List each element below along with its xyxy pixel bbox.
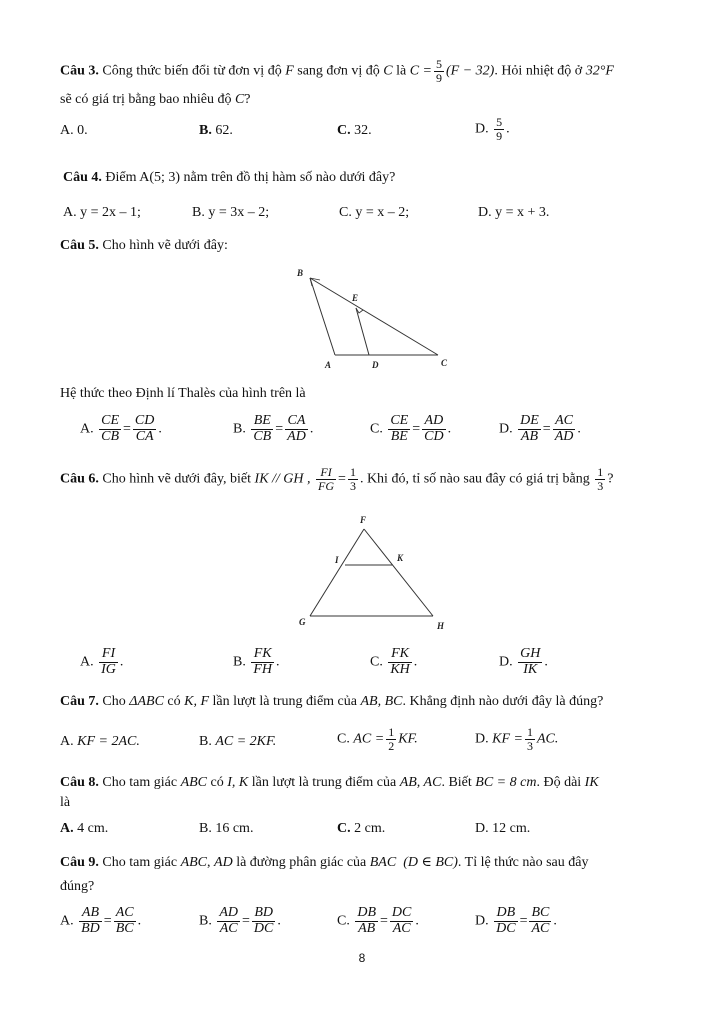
q5-opt-c-frac2: $\frac{AD}{CD}$ (424, 413, 444, 444)
q6-opt-b-label: B. (233, 654, 246, 670)
q8-opt-c-value: 2 cm. (354, 821, 386, 836)
q7-opt-d-frac: $\frac{1}{3}$ (526, 725, 533, 753)
q8-t5: . Độ dài (536, 775, 582, 790)
q9-number: Câu 9. (60, 855, 99, 870)
q7-opt-c-label: C. (337, 731, 350, 747)
q8-bc: BC = 8 cm (475, 775, 537, 790)
q4-option-b[interactable]: B. y = 3x – 2; (192, 205, 270, 220)
q7-option-a[interactable] (60, 734, 140, 750)
q3-text-la: là (396, 63, 407, 79)
q5-opt-d-frac1: $\frac{DE}{AB}$ (520, 413, 539, 444)
q5-stem: Hệ thức theo Định lí Thalès của hình trên là (60, 386, 306, 401)
q9-cond: (D ∈ BC) (403, 855, 458, 870)
q7-option-b[interactable] (199, 734, 276, 750)
q3-opt-c-label: C. (337, 123, 351, 138)
q5-label-c: C (441, 358, 448, 368)
q6-seg-fg (310, 529, 364, 616)
q3-opt-d-end: . (506, 121, 510, 137)
q3-opt-b-label: B. (199, 123, 212, 138)
q3-text-mid: sang đơn vị độ (297, 63, 380, 79)
q8-opt-a-label: A. (60, 821, 74, 836)
q8-ik: IK (584, 775, 599, 790)
q6-seg-fh (364, 529, 433, 616)
q5-text: Cho hình vẽ dưới đây: (102, 238, 228, 253)
q6-opt-a-frac: $\frac{FI}{IG}$ (101, 646, 116, 677)
q5-triangle-figure (290, 264, 460, 374)
q3-formula-rhs: (F − 32) (445, 63, 495, 79)
q5-line1 (60, 238, 228, 254)
q5-opt-a-frac2: $\frac{CD}{CA}$ (134, 413, 155, 444)
q5-opt-a-frac1: $\frac{CE}{CB}$ (101, 413, 120, 444)
q6-text1: Cho hình vẽ dưới đây, biết (102, 471, 252, 487)
q9-opt-c-frac2: $\frac{DC}{AC}$ (391, 905, 412, 936)
q9-opt-a-label: A. (60, 913, 74, 929)
q7-t4: . Khẳng định nào dưới đây là đúng? (402, 694, 604, 709)
q6-condition: IK // GH , (254, 471, 311, 487)
q5-option-b[interactable]: B. $\frac{BE}{CB}$ = $\frac{CA}{AD}$ . (233, 413, 314, 444)
q5-seg-bc (310, 278, 438, 355)
q7-vars: K, F (184, 694, 210, 709)
q3-line2 (60, 92, 251, 108)
q4-option-d[interactable]: D. y = x + 3. (478, 205, 550, 220)
q3-option-a[interactable] (60, 123, 88, 139)
q3-option-d[interactable] (475, 116, 510, 142)
q7-t1: Cho (102, 694, 126, 709)
q7-number: Câu 7. (60, 694, 99, 709)
q3-opt-c-value: 32. (354, 123, 372, 138)
q8-number: Câu 8. (60, 775, 99, 790)
q8-vars: I, K (227, 775, 249, 790)
q8-line2: là (60, 795, 71, 810)
q7-opt-b-label: B. (199, 734, 212, 749)
q3-opt-a-label: A. (60, 123, 74, 138)
q5-opt-c-label: C. (370, 421, 383, 437)
q9-line2: đúng? (60, 879, 95, 894)
q6-opt-c-frac: $\frac{FK}{KH}$ (390, 646, 410, 677)
q7-opt-d-pre: KF = (492, 731, 523, 747)
q3-formula-lhs: C = (409, 63, 432, 79)
q4-option-a[interactable]: A. y = 2x – 1; (63, 205, 141, 220)
q9-opt-b-frac1: $\frac{AD}{AC}$ (219, 905, 239, 936)
q3-option-c[interactable] (337, 123, 372, 139)
q5-opt-b-frac1: $\frac{BE}{CB}$ (253, 413, 272, 444)
q9-opt-a-frac2: $\frac{AC}{BC}$ (115, 905, 134, 936)
q3-opt-a-value: 0. (77, 123, 88, 138)
q8-option-a[interactable] (60, 821, 108, 837)
q3-line2-text: sẽ có giá trị bằng bao nhiêu độ (60, 92, 232, 107)
q8-triangle: ABC (180, 775, 208, 790)
q7-option-c[interactable] (337, 726, 418, 752)
q9-opt-d-frac1: $\frac{DB}{DC}$ (496, 905, 516, 936)
q6-one-third-end: $\frac{1}{3}$ (597, 465, 604, 493)
q6-eq: = (338, 471, 346, 487)
q4-option-c[interactable]: C. y = x – 2; (339, 205, 410, 220)
q7-opt-d-post: AC. (536, 731, 559, 747)
q5-opt-c-frac1: $\frac{CE}{BE}$ (390, 413, 409, 444)
q6-label-h: H (437, 621, 445, 631)
q7-t3: lần lượt là trung điểm của (212, 694, 357, 709)
q6-label-f: F (360, 515, 367, 525)
q4-text: Điểm A(5; 3) nằm trên đồ thị hàm số nào dưới đây? (105, 170, 396, 185)
q9-line1 (60, 854, 588, 871)
q8-option-b[interactable]: B. 16 cm. (199, 821, 254, 836)
q3-line2-end: ? (244, 92, 251, 107)
q9-option-a[interactable]: A. $\frac{AB}{BD}$ = $\frac{AC}{BC}$ . (60, 905, 142, 936)
q9-ad: AD (214, 855, 233, 870)
q9-opt-d-label: D. (475, 913, 489, 929)
q5-label-a: A (325, 360, 332, 370)
q9-opt-c-frac1: $\frac{DB}{AB}$ (357, 905, 377, 936)
q5-opt-b-frac2: $\frac{CA}{AD}$ (287, 413, 306, 444)
q9-option-b[interactable]: B. $\frac{AD}{AC}$ = $\frac{BD}{DC}$ . (199, 905, 281, 936)
q5-opt-d-label: D. (499, 421, 513, 437)
q6-option-b[interactable]: B. $\frac{FK}{FH}$ . (233, 646, 280, 677)
q3-temp: 32°F (585, 63, 614, 79)
q9-t3: là đường phân giác của (236, 855, 367, 870)
q3-opt-d-label: D. (475, 121, 489, 137)
q8-opt-a-value: 4 cm. (77, 821, 109, 836)
q7-option-d[interactable] (475, 726, 558, 752)
q6-label-g: G (299, 617, 306, 627)
q7-triangle: ΔABC (129, 694, 164, 709)
q9-triangle: ABC (180, 855, 208, 870)
q5-label-b: B (297, 268, 304, 278)
q7-opt-d-label: D. (475, 731, 489, 747)
q7-t2: có (167, 694, 181, 709)
q6-triangle-figure (290, 512, 460, 637)
q7-opt-c-pre: AC = (353, 731, 385, 747)
q8-t4: . Biết (441, 775, 472, 790)
q9-option-d[interactable]: D. $\frac{DB}{DC}$ = $\frac{BC}{AC}$ . (475, 905, 557, 936)
q9-opt-d-frac2: $\frac{BC}{AC}$ (531, 905, 550, 936)
q3-line1 (60, 58, 614, 84)
q3-formula-frac: $\frac{5}{9}$ (435, 57, 442, 85)
q8-t3: lần lượt là trung điểm của (251, 775, 397, 790)
q5-number: Câu 5. (60, 238, 99, 253)
q9-t2: , (207, 855, 211, 870)
q3-text: Công thức biến đổi từ đơn vị độ (102, 63, 282, 79)
q6-label-i: I (335, 555, 339, 565)
q9-opt-b-frac2: $\frac{BD}{DC}$ (253, 905, 274, 936)
q7-segs: AB, BC (360, 694, 403, 709)
q5-label-d: D (372, 360, 379, 370)
q9-option-c[interactable]: C. $\frac{DB}{AB}$ = $\frac{DC}{AC}$ . (337, 905, 419, 936)
q6-label-k: K (397, 553, 404, 563)
q9-opt-a-frac1: $\frac{AB}{BD}$ (81, 905, 100, 936)
q3-var-c: C (383, 63, 393, 79)
q6-opt-d-frac: $\frac{GH}{IK}$ (520, 646, 541, 677)
q7-line1 (60, 694, 603, 710)
q5-seg-ed (356, 308, 369, 355)
q6-line1 (60, 466, 613, 492)
q9-opt-b-label: B. (199, 913, 212, 929)
q6-one-third: $\frac{1}{3}$ (349, 465, 356, 493)
q5-opt-a-label: A. (80, 421, 94, 437)
q6-option-a[interactable]: A. $\frac{FI}{IG}$ . (80, 646, 124, 677)
q8-segs: AB, AC (399, 775, 442, 790)
q5-seg-ba (310, 278, 335, 355)
q5-label-e: E (352, 293, 359, 303)
q7-opt-a-value: KF = 2AC. (77, 734, 140, 749)
q5-option-a[interactable]: A. $\frac{CE}{CB}$ = $\frac{CD}{CA}$ . (80, 413, 162, 444)
q9-bac: BAC (369, 855, 397, 870)
q8-t2: có (210, 775, 224, 790)
q8-option-c[interactable] (337, 821, 385, 837)
q3-line2-var: C (234, 92, 245, 107)
q8-t1: Cho tam giác (102, 775, 178, 790)
q9-opt-c-label: C. (337, 913, 350, 929)
q6-text2: . Khi đó, tỉ số nào sau đây có giá trị bằng (359, 471, 590, 487)
q4-number: Câu 4. (63, 170, 102, 185)
q5-option-c[interactable]: C. $\frac{CE}{BE}$ = $\frac{AD}{CD}$ . (370, 413, 452, 444)
q8-line1 (60, 775, 599, 791)
q5-opt-b-label: B. (233, 421, 246, 437)
q6-ratio: $\frac{FI}{FG}$ (318, 465, 335, 493)
q6-opt-c-label: C. (370, 654, 383, 670)
q5-option-d[interactable]: D. $\frac{DE}{AB}$ = $\frac{AC}{AD}$ . (499, 413, 581, 444)
q3-var-f: F (285, 63, 294, 79)
q3-number: Câu 3. (60, 63, 99, 79)
q6-opt-b-frac: $\frac{FK}{FH}$ (253, 646, 273, 677)
q6-option-d[interactable]: D. $\frac{GH}{IK}$ . (499, 646, 548, 677)
q8-opt-c-label: C. (337, 821, 351, 836)
q6-number: Câu 6. (60, 471, 99, 487)
q9-t4: . Tỉ lệ thức nào sau đây (457, 855, 589, 870)
q6-option-c[interactable]: C. $\frac{FK}{KH}$ . (370, 646, 418, 677)
q6-end: ? (607, 471, 614, 487)
q4-line1 (63, 170, 395, 186)
q7-opt-b-value: AC = 2KF. (215, 734, 277, 749)
q5-opt-d-frac2: $\frac{AC}{AD}$ (554, 413, 574, 444)
q7-opt-c-frac: $\frac{1}{2}$ (388, 725, 395, 753)
q3-option-b[interactable] (199, 123, 233, 139)
q6-opt-d-label: D. (499, 654, 513, 670)
q6-opt-a-label: A. (80, 654, 94, 670)
q8-option-d[interactable]: D. 12 cm. (475, 821, 531, 836)
q7-opt-c-post: KF. (398, 731, 418, 747)
q3-text-after: . Hỏi nhiệt độ ở (494, 63, 583, 79)
page-number: 8 (358, 951, 366, 965)
q3-opt-b-value: 62. (215, 123, 233, 138)
q9-t1: Cho tam giác (102, 855, 178, 870)
q3-opt-d-frac: $\frac{5}{9}$ (496, 115, 503, 143)
q7-opt-a-label: A. (60, 734, 74, 749)
